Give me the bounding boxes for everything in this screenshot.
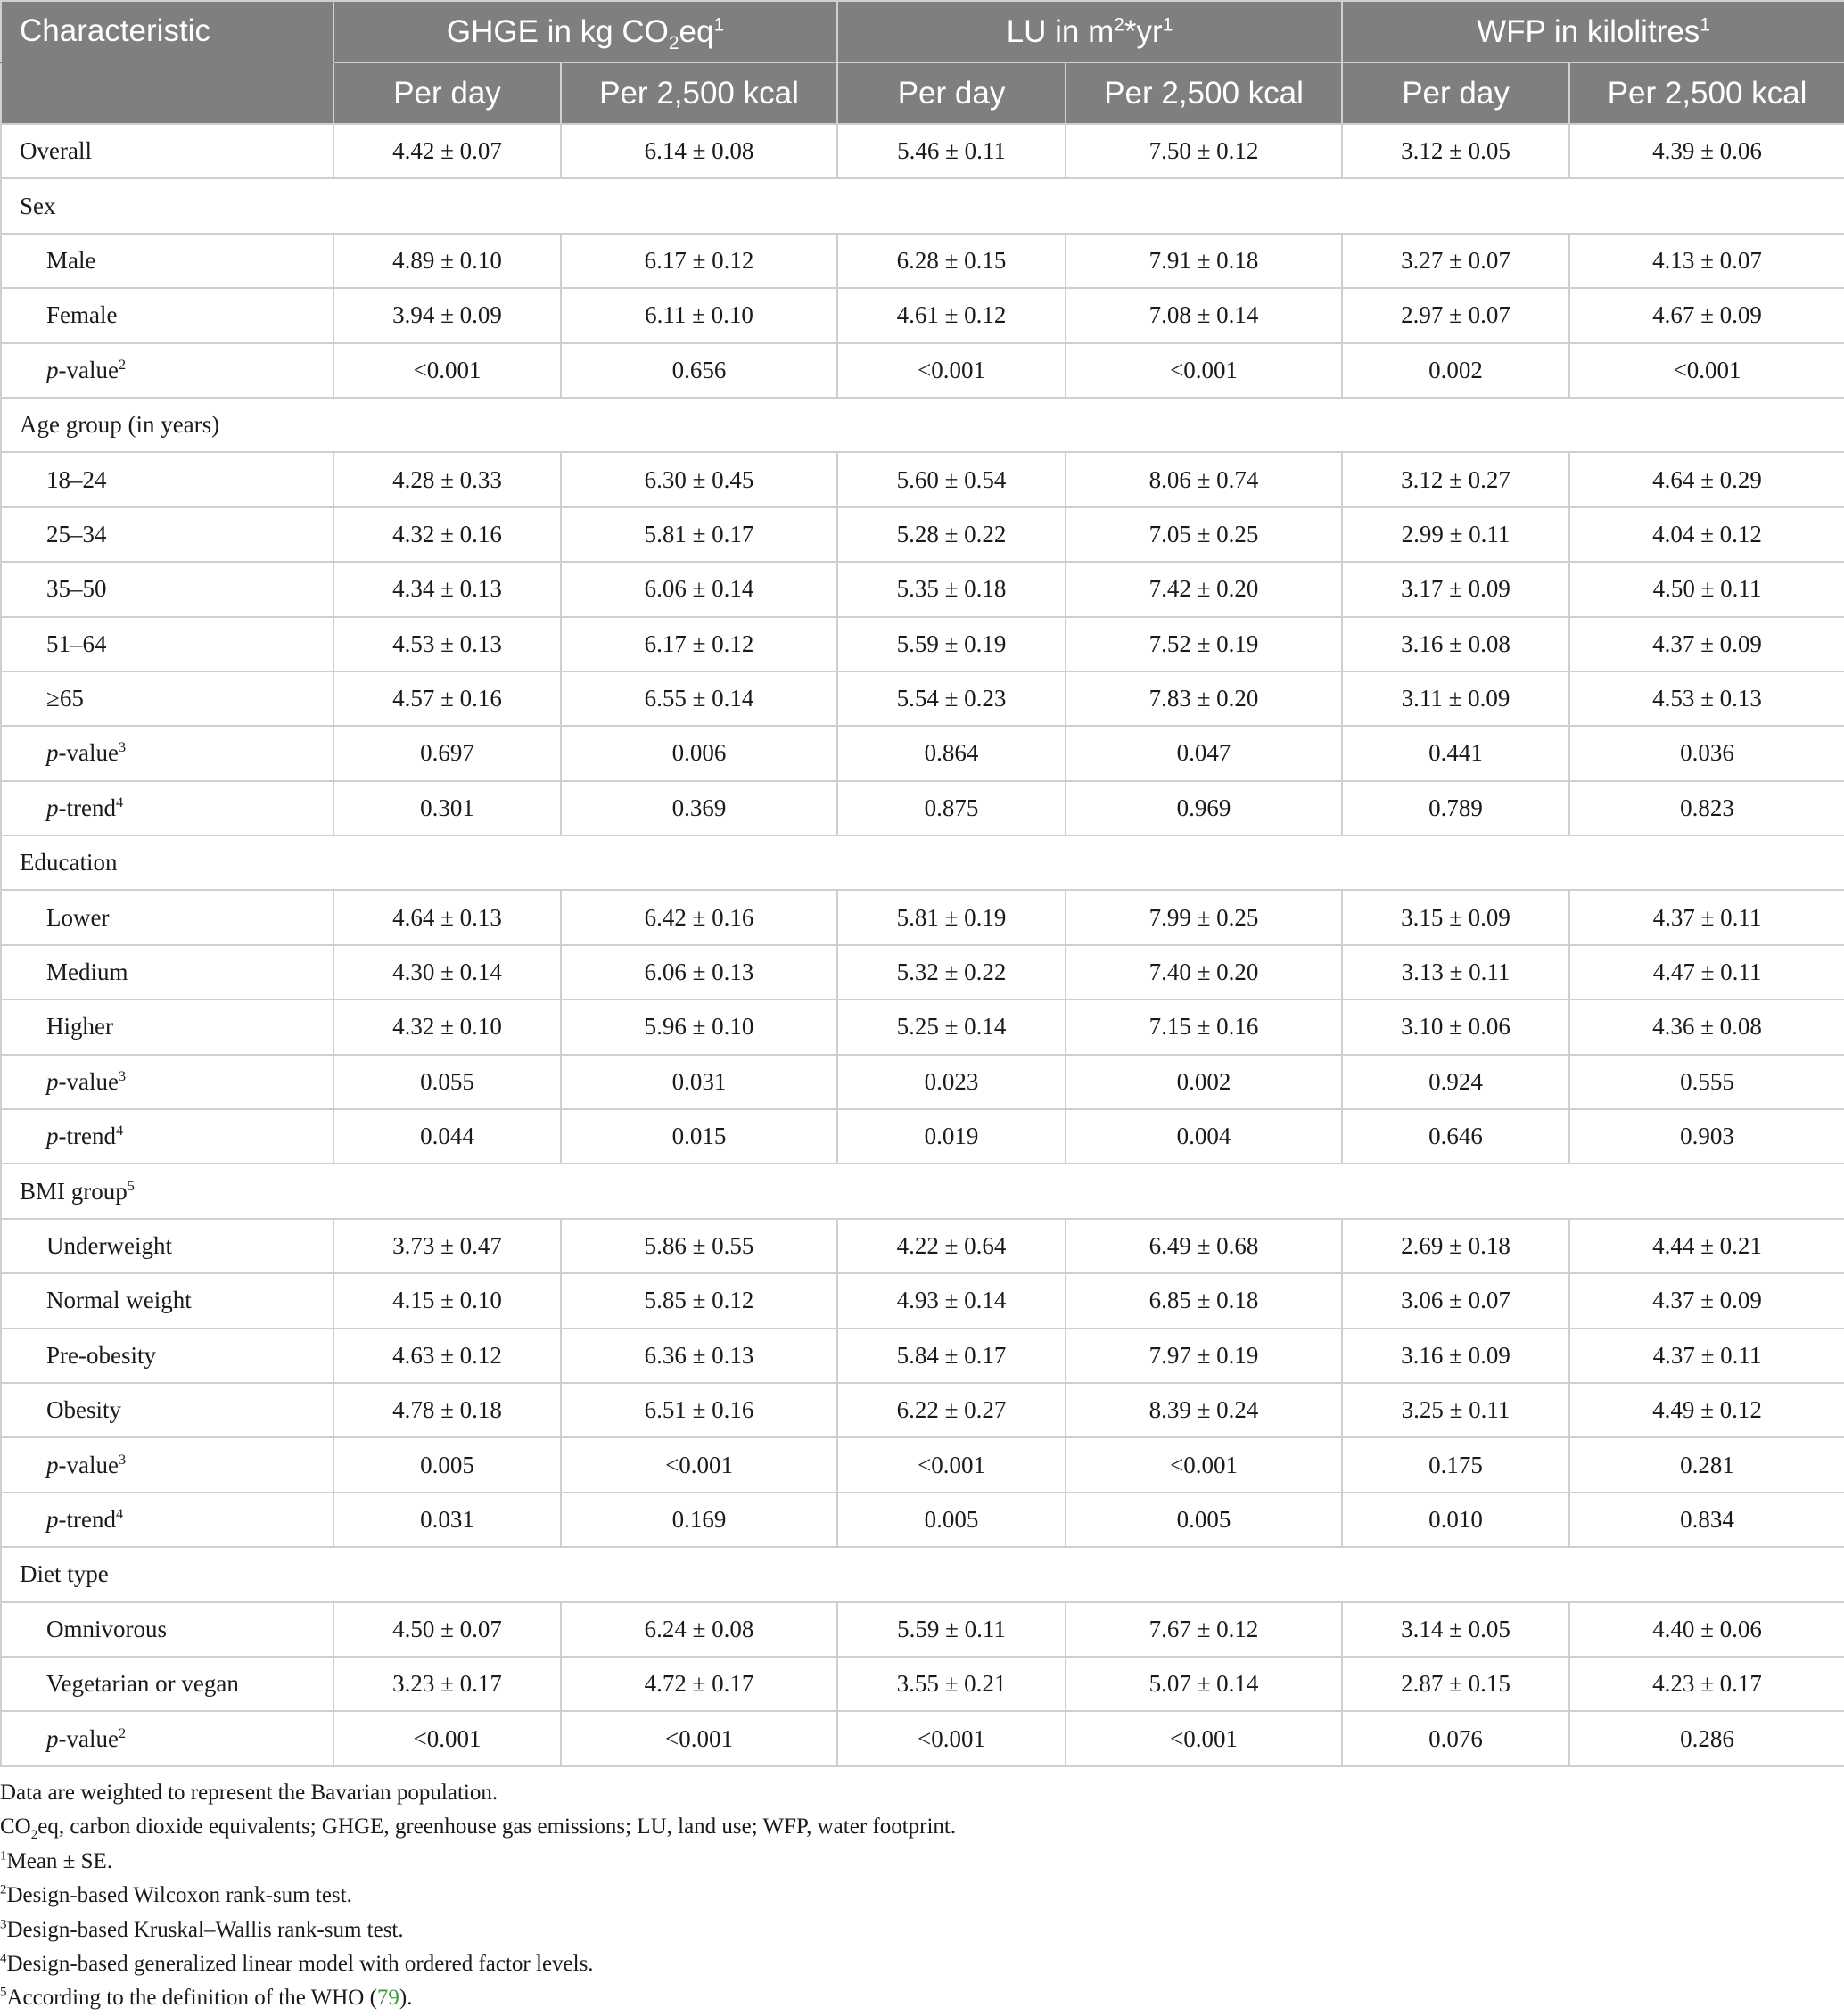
row-label: Obesity <box>1 1383 333 1437</box>
table-row <box>1 1657 1844 1711</box>
value-cell: 4.37 ± 0.09 <box>1569 1273 1844 1328</box>
table-row <box>1 507 1844 562</box>
note-weighting: Data are weighted to represent the Bavarian population. <box>0 1781 498 1805</box>
table-body <box>1 124 1844 1766</box>
value-cell: 5.46 ± 0.11 <box>837 124 1066 178</box>
value-cell: 7.15 ± 0.16 <box>1066 1000 1342 1054</box>
value-cell: 4.04 ± 0.12 <box>1569 507 1844 562</box>
value-cell: 4.30 ± 0.14 <box>333 945 561 1000</box>
table-row <box>1 1437 1844 1492</box>
value-cell: 7.42 ± 0.20 <box>1066 562 1342 616</box>
value-cell: 4.64 ± 0.13 <box>333 890 561 944</box>
value-cell: 7.08 ± 0.14 <box>1066 288 1342 342</box>
row-label: Overall <box>1 124 333 178</box>
value-cell: 6.55 ± 0.14 <box>561 671 837 726</box>
value-cell: 5.84 ± 0.17 <box>837 1329 1066 1383</box>
value-cell: 3.16 ± 0.08 <box>1342 617 1569 671</box>
subheader-lu-per-2500-kcal: Per 2,500 kcal <box>1066 62 1342 124</box>
header-characteristic: Characteristic <box>1 1 333 62</box>
subheader-wfp-per-day: Per day <box>1342 62 1569 124</box>
value-cell: 2.87 ± 0.15 <box>1342 1657 1569 1711</box>
value-cell: 2.97 ± 0.07 <box>1342 288 1569 342</box>
group-label: Diet type <box>1 1547 1844 1601</box>
footnote-1: $^1$Mean ± SE. <box>0 1848 113 1873</box>
value-cell: 0.010 <box>1342 1493 1569 1547</box>
value-cell: <0.001 <box>561 1437 837 1492</box>
value-cell: 4.32 ± 0.10 <box>333 1000 561 1054</box>
value-cell: 4.44 ± 0.21 <box>1569 1219 1844 1273</box>
value-cell: 6.11 ± 0.10 <box>561 288 837 342</box>
value-cell: 6.22 ± 0.27 <box>837 1383 1066 1437</box>
value-cell: 0.903 <box>1569 1109 1844 1164</box>
value-cell: 8.39 ± 0.24 <box>1066 1383 1342 1437</box>
value-cell: 4.22 ± 0.64 <box>837 1219 1066 1273</box>
value-cell: 4.61 ± 0.12 <box>837 288 1066 342</box>
value-cell: 0.656 <box>561 343 837 398</box>
value-cell: <0.001 <box>837 1711 1066 1765</box>
value-cell: <0.001 <box>837 343 1066 398</box>
value-cell: 7.52 ± 0.19 <box>1066 617 1342 671</box>
value-cell: 3.10 ± 0.06 <box>1342 1000 1569 1054</box>
value-cell: 3.25 ± 0.11 <box>1342 1383 1569 1437</box>
value-cell: 5.81 ± 0.17 <box>561 507 837 562</box>
value-cell: 0.697 <box>333 726 561 780</box>
row-label: Female <box>1 288 333 342</box>
reference-link[interactable]: 79 <box>376 1986 399 2011</box>
value-cell: 4.13 ± 0.07 <box>1569 234 1844 288</box>
value-cell: 5.07 ± 0.14 <box>1066 1657 1342 1711</box>
value-cell: 0.002 <box>1342 343 1569 398</box>
value-cell: 0.175 <box>1342 1437 1569 1492</box>
table-row <box>1 124 1844 178</box>
value-cell: 0.055 <box>333 1055 561 1109</box>
row-label: p-value$^2$ <box>1 1711 333 1765</box>
value-cell: 3.11 ± 0.09 <box>1342 671 1569 726</box>
value-cell: <0.001 <box>1066 1437 1342 1492</box>
value-cell: 3.94 ± 0.09 <box>333 288 561 342</box>
value-cell: 2.69 ± 0.18 <box>1342 1219 1569 1273</box>
value-cell: 0.047 <box>1066 726 1342 780</box>
value-cell: 0.002 <box>1066 1055 1342 1109</box>
value-cell: 3.15 ± 0.09 <box>1342 890 1569 944</box>
table-row <box>1 781 1844 835</box>
value-cell: 4.72 ± 0.17 <box>561 1657 837 1711</box>
value-cell: 6.36 ± 0.13 <box>561 1329 837 1383</box>
value-cell: <0.001 <box>1569 343 1844 398</box>
value-cell: 4.37 ± 0.09 <box>1569 617 1844 671</box>
header-wfp: WFP in kilolitres$^1$ <box>1342 1 1844 62</box>
value-cell: <0.001 <box>561 1711 837 1765</box>
value-cell: 4.32 ± 0.16 <box>333 507 561 562</box>
value-cell: 7.05 ± 0.25 <box>1066 507 1342 562</box>
row-label: 18–24 <box>1 452 333 506</box>
value-cell: 0.969 <box>1066 781 1342 835</box>
value-cell: 4.53 ± 0.13 <box>333 617 561 671</box>
value-cell: 5.32 ± 0.22 <box>837 945 1066 1000</box>
value-cell: 0.076 <box>1342 1711 1569 1765</box>
row-label: Male <box>1 234 333 288</box>
table-row <box>1 1493 1844 1547</box>
value-cell: 4.34 ± 0.13 <box>333 562 561 616</box>
value-cell: 0.023 <box>837 1055 1066 1109</box>
value-cell: 3.27 ± 0.07 <box>1342 234 1569 288</box>
value-cell: 0.646 <box>1342 1109 1569 1164</box>
value-cell: 5.35 ± 0.18 <box>837 562 1066 616</box>
table-row <box>1 890 1844 944</box>
subheader-ghge-per-day: Per day <box>333 62 561 124</box>
value-cell: 7.67 ± 0.12 <box>1066 1602 1342 1657</box>
value-cell: 0.924 <box>1342 1055 1569 1109</box>
value-cell: 7.50 ± 0.12 <box>1066 124 1342 178</box>
value-cell: <0.001 <box>333 343 561 398</box>
value-cell: 6.24 ± 0.08 <box>561 1602 837 1657</box>
row-label: p-value$^2$ <box>1 343 333 398</box>
value-cell: 4.50 ± 0.07 <box>333 1602 561 1657</box>
value-cell: 3.12 ± 0.05 <box>1342 124 1569 178</box>
row-label: Vegetarian or vegan <box>1 1657 333 1711</box>
value-cell: 0.281 <box>1569 1437 1844 1492</box>
value-cell: 4.50 ± 0.11 <box>1569 562 1844 616</box>
value-cell: 4.49 ± 0.12 <box>1569 1383 1844 1437</box>
table-row <box>1 1055 1844 1109</box>
table-row <box>1 1329 1844 1383</box>
group-label: Education <box>1 835 1844 890</box>
value-cell: 5.28 ± 0.22 <box>837 507 1066 562</box>
table-row <box>1 1273 1844 1328</box>
value-cell: 4.39 ± 0.06 <box>1569 124 1844 178</box>
header-blank <box>1 62 333 124</box>
table-row <box>1 1711 1844 1765</box>
value-cell: 0.006 <box>561 726 837 780</box>
row-label: p-trend$^4$ <box>1 1493 333 1547</box>
value-cell: 6.85 ± 0.18 <box>1066 1273 1342 1328</box>
value-cell: 4.28 ± 0.33 <box>333 452 561 506</box>
value-cell: 0.169 <box>561 1493 837 1547</box>
value-cell: 5.60 ± 0.54 <box>837 452 1066 506</box>
value-cell: 4.47 ± 0.11 <box>1569 945 1844 1000</box>
value-cell: 0.036 <box>1569 726 1844 780</box>
value-cell: 7.99 ± 0.25 <box>1066 890 1342 944</box>
value-cell: 4.36 ± 0.08 <box>1569 1000 1844 1054</box>
value-cell: 4.53 ± 0.13 <box>1569 671 1844 726</box>
table-row <box>1 1109 1844 1164</box>
value-cell: 4.89 ± 0.10 <box>333 234 561 288</box>
table-row <box>1 343 1844 398</box>
value-cell: 4.67 ± 0.09 <box>1569 288 1844 342</box>
row-label: p-value$^3$ <box>1 726 333 780</box>
value-cell: 7.91 ± 0.18 <box>1066 234 1342 288</box>
value-cell: <0.001 <box>333 1711 561 1765</box>
value-cell: 4.42 ± 0.07 <box>333 124 561 178</box>
value-cell: 6.17 ± 0.12 <box>561 617 837 671</box>
value-cell: 3.23 ± 0.17 <box>333 1657 561 1711</box>
group-row <box>1 835 1844 890</box>
value-cell: 4.37 ± 0.11 <box>1569 890 1844 944</box>
value-cell: 6.14 ± 0.08 <box>561 124 837 178</box>
row-label: 51–64 <box>1 617 333 671</box>
value-cell: 5.86 ± 0.55 <box>561 1219 837 1273</box>
value-cell: 5.54 ± 0.23 <box>837 671 1066 726</box>
value-cell: 6.17 ± 0.12 <box>561 234 837 288</box>
row-label: Medium <box>1 945 333 1000</box>
row-label: Underweight <box>1 1219 333 1273</box>
value-cell: 0.441 <box>1342 726 1569 780</box>
table-footnotes <box>0 1776 1844 2016</box>
table-row <box>1 562 1844 616</box>
footnote-4: $^4$Design-based generalized linear model with ordered factor levels. <box>0 1951 594 1976</box>
value-cell: 4.37 ± 0.11 <box>1569 1329 1844 1383</box>
row-label: Omnivorous <box>1 1602 333 1657</box>
value-cell: 3.06 ± 0.07 <box>1342 1273 1569 1328</box>
value-cell: 3.13 ± 0.11 <box>1342 945 1569 1000</box>
value-cell: 0.823 <box>1569 781 1844 835</box>
group-label: Age group (in years) <box>1 398 1844 452</box>
value-cell: 0.031 <box>561 1055 837 1109</box>
subheader-wfp-per-2500-kcal: Per 2,500 kcal <box>1569 62 1844 124</box>
table-row <box>1 1602 1844 1657</box>
value-cell: 4.93 ± 0.14 <box>837 1273 1066 1328</box>
row-label: Normal weight <box>1 1273 333 1328</box>
row-label: 35–50 <box>1 562 333 616</box>
table-row <box>1 945 1844 1000</box>
value-cell: <0.001 <box>1066 1711 1342 1765</box>
value-cell: 0.031 <box>333 1493 561 1547</box>
value-cell: 4.23 ± 0.17 <box>1569 1657 1844 1711</box>
value-cell: 4.57 ± 0.16 <box>333 671 561 726</box>
value-cell: 7.40 ± 0.20 <box>1066 945 1342 1000</box>
row-label: ≥65 <box>1 671 333 726</box>
value-cell: 3.12 ± 0.27 <box>1342 452 1569 506</box>
value-cell: 0.555 <box>1569 1055 1844 1109</box>
header-lu: LU in $m^2*yr^1$ <box>837 1 1342 62</box>
value-cell: 0.286 <box>1569 1711 1844 1765</box>
table-row <box>1 234 1844 288</box>
value-cell: 0.044 <box>333 1109 561 1164</box>
value-cell: 5.59 ± 0.11 <box>837 1602 1066 1657</box>
value-cell: 6.28 ± 0.15 <box>837 234 1066 288</box>
value-cell: 6.06 ± 0.14 <box>561 562 837 616</box>
value-cell: 3.16 ± 0.09 <box>1342 1329 1569 1383</box>
table-row <box>1 1219 1844 1273</box>
value-cell: 0.301 <box>333 781 561 835</box>
table-row <box>1 288 1844 342</box>
row-label: Lower <box>1 890 333 944</box>
row-label: p-trend$^4$ <box>1 781 333 835</box>
value-cell: 7.97 ± 0.19 <box>1066 1329 1342 1383</box>
table-row <box>1 726 1844 780</box>
table-row <box>1 671 1844 726</box>
table-row <box>1 617 1844 671</box>
value-cell: 0.015 <box>561 1109 837 1164</box>
row-label: p-trend$^4$ <box>1 1109 333 1164</box>
value-cell: 0.019 <box>837 1109 1066 1164</box>
footnote-2: $^2$Design-based Wilcoxon rank-sum test. <box>0 1882 352 1908</box>
footnote-3: $^3$Design-based Kruskal–Wallis rank-sum test. <box>0 1917 404 1942</box>
value-cell: <0.001 <box>837 1437 1066 1492</box>
value-cell: 0.004 <box>1066 1109 1342 1164</box>
value-cell: 3.73 ± 0.47 <box>333 1219 561 1273</box>
row-label: Pre-obesity <box>1 1329 333 1383</box>
value-cell: <0.001 <box>1066 343 1342 398</box>
value-cell: 3.55 ± 0.21 <box>837 1657 1066 1711</box>
value-cell: 5.96 ± 0.10 <box>561 1000 837 1054</box>
value-cell: 3.14 ± 0.05 <box>1342 1602 1569 1657</box>
value-cell: 5.81 ± 0.19 <box>837 890 1066 944</box>
footnote-5: $^5$According to the definition of the WHO (79). <box>0 1986 413 2011</box>
row-label: p-value$^3$ <box>1 1055 333 1109</box>
value-cell: 0.834 <box>1569 1493 1844 1547</box>
value-cell: 7.83 ± 0.20 <box>1066 671 1342 726</box>
value-cell: 5.59 ± 0.19 <box>837 617 1066 671</box>
value-cell: 0.005 <box>1066 1493 1342 1547</box>
subheader-lu-per-day: Per day <box>837 62 1066 124</box>
value-cell: 2.99 ± 0.11 <box>1342 507 1569 562</box>
value-cell: 4.64 ± 0.29 <box>1569 452 1844 506</box>
group-row <box>1 178 1844 233</box>
table-header <box>1 1 1844 124</box>
group-row <box>1 1547 1844 1601</box>
row-label: Higher <box>1 1000 333 1054</box>
value-cell: 4.40 ± 0.06 <box>1569 1602 1844 1657</box>
note-abbreviations: $CO_2eq$, carbon dioxide equivalents; GHGE, greenhouse gas emissions; LU, land use; WFP, water footprint. <box>0 1814 957 1843</box>
value-cell: 4.78 ± 0.18 <box>333 1383 561 1437</box>
table-row <box>1 452 1844 506</box>
value-cell: 6.42 ± 0.16 <box>561 890 837 944</box>
group-row <box>1 1164 1844 1218</box>
value-cell: 0.789 <box>1342 781 1569 835</box>
value-cell: 8.06 ± 0.74 <box>1066 452 1342 506</box>
row-label: p-value$^3$ <box>1 1437 333 1492</box>
header-ghge: GHGE in kg $CO_2eq^1$ <box>333 1 837 62</box>
value-cell: 6.06 ± 0.13 <box>561 945 837 1000</box>
value-cell: 3.17 ± 0.09 <box>1342 562 1569 616</box>
value-cell: 6.30 ± 0.45 <box>561 452 837 506</box>
group-row <box>1 398 1844 452</box>
group-label: Sex <box>1 178 1844 233</box>
subheader-ghge-per-2500-kcal: Per 2,500 kcal <box>561 62 837 124</box>
table-row <box>1 1383 1844 1437</box>
row-label: 25–34 <box>1 507 333 562</box>
group-label: BMI group$^5$ <box>1 1164 1844 1218</box>
value-cell: 0.864 <box>837 726 1066 780</box>
value-cell: 4.15 ± 0.10 <box>333 1273 561 1328</box>
value-cell: 6.49 ± 0.68 <box>1066 1219 1342 1273</box>
value-cell: 0.005 <box>837 1493 1066 1547</box>
value-cell: 5.85 ± 0.12 <box>561 1273 837 1328</box>
value-cell: 0.005 <box>333 1437 561 1492</box>
value-cell: 5.25 ± 0.14 <box>837 1000 1066 1054</box>
value-cell: 6.51 ± 0.16 <box>561 1383 837 1437</box>
value-cell: 0.875 <box>837 781 1066 835</box>
value-cell: 0.369 <box>561 781 837 835</box>
value-cell: 4.63 ± 0.12 <box>333 1329 561 1383</box>
table-row <box>1 1000 1844 1054</box>
